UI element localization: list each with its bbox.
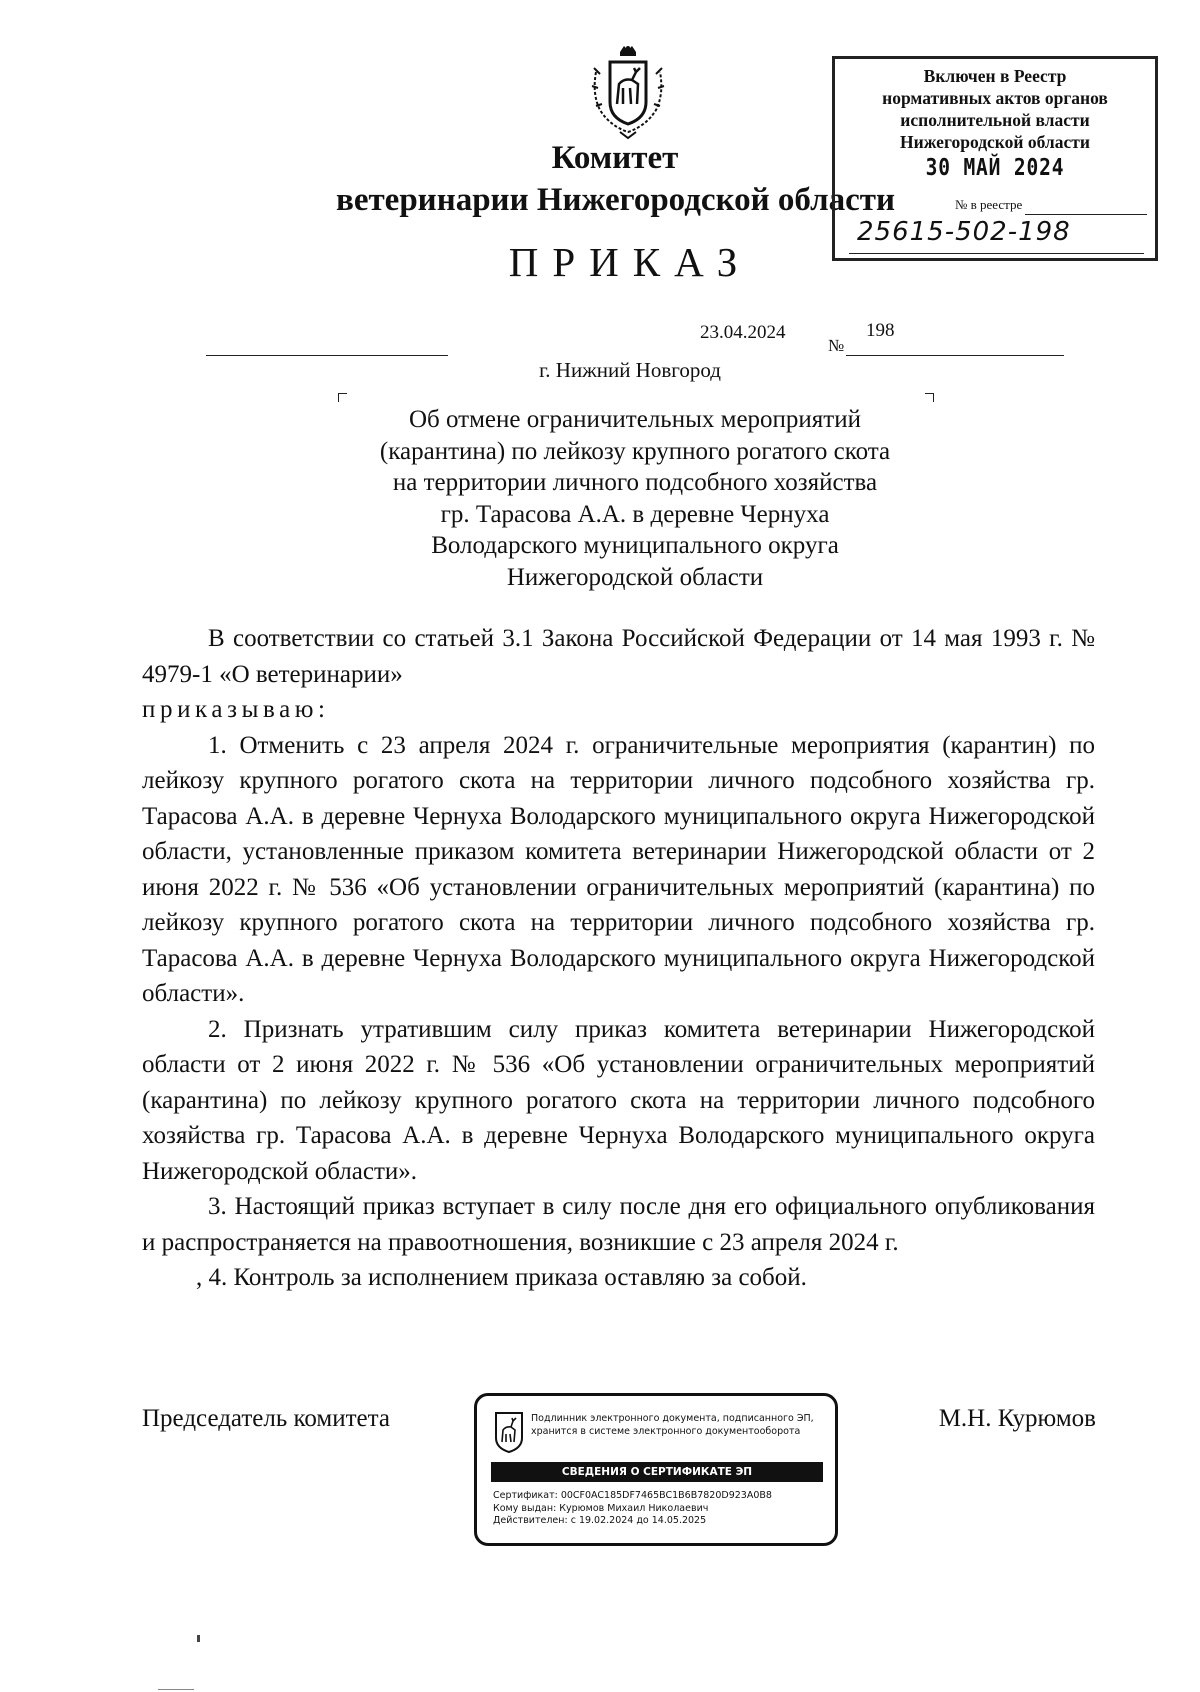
stamp-rule bbox=[849, 253, 1144, 254]
certificate-band: СВЕДЕНИЯ О СЕРТИФИКАТЕ ЭП bbox=[491, 1462, 823, 1482]
registry-stamp bbox=[832, 56, 1158, 261]
subject-line: Об отмене ограничительных мероприятий bbox=[408, 406, 861, 433]
city: г. Нижний Новгород bbox=[539, 358, 721, 382]
e-signature-header-line: хранится в системе электронного документооборота bbox=[531, 1426, 801, 1437]
order-number-label: № bbox=[828, 336, 845, 355]
stamp-line: исполнительной власти bbox=[900, 110, 1090, 130]
number-rule bbox=[846, 355, 1064, 356]
subject-line: гр. Тарасова А.А. в деревне Чернуха bbox=[440, 500, 830, 528]
order-item-1: 1. Отменить с 23 апреля 2024 г. ограничительные мероприятия (карантин) по лейкозу крупного рогатого скота на территории личного подсобного хозяйства гр. Тарасова А.А. в деревне Чернуха Володарского муниципального округа Нижегородской области, установленные приказом комитета ветеринарии Нижегородской области от 2 июня 2022 г. № 536 «Об установлении ограничительных мероприятий (карантина) по лейкозу крупного рогатого скота на территории личного подсобного хозяйства гр. Тарасова А.А. в деревне Чернуха Володарского муниципального округа Нижегородской области». bbox=[142, 731, 1095, 1007]
stamp-line: нормативных актов органов bbox=[882, 88, 1108, 108]
order-word: приказываю: bbox=[142, 696, 330, 723]
certificate-number: Сертификат: 00CF0AC185DF7465BC1B6B7820D923A0B8 bbox=[493, 1490, 772, 1501]
stamp-rule bbox=[1025, 214, 1147, 215]
certificate-owner: Кому выдан: Курюмов Михаил Николаевич bbox=[493, 1502, 709, 1514]
order-item-4: , 4. Контроль за исполнением приказа оставляю за собой. bbox=[196, 1264, 807, 1291]
subject-line: (карантина) по лейкозу крупного рогатого скота bbox=[379, 437, 891, 465]
subject-bracket-left bbox=[338, 393, 347, 402]
registry-stamp-text bbox=[835, 65, 1155, 153]
stamp-registry-number: 25615-502-198 bbox=[857, 217, 1071, 247]
stamp-line: Включен в Реестр bbox=[923, 66, 1067, 86]
scan-artifact bbox=[197, 1635, 200, 1642]
e-signature-header bbox=[531, 1412, 814, 1438]
subject-line: на территории личного подсобного хозяйства bbox=[392, 469, 878, 496]
order-subject bbox=[300, 404, 970, 593]
order-number: 198 bbox=[866, 320, 895, 341]
org-name-line2: ветеринарии Нижегородской области bbox=[336, 182, 895, 218]
certificate-details bbox=[493, 1490, 772, 1528]
signer-name: М.Н. Курюмов bbox=[938, 1405, 1096, 1432]
preamble-paragraph: В соответствии со статьей 3.1 Закона Российской Федерации от 14 мая 1993 г. № 4979-1 «О ветеринарии» bbox=[142, 625, 1095, 688]
subject-line: Нижегородской области bbox=[506, 563, 764, 591]
order-body bbox=[142, 621, 1095, 1296]
e-signature-header-line: Подлинник электронного документа, подписанного ЭП, bbox=[531, 1413, 814, 1424]
scan-artifact bbox=[158, 1689, 194, 1690]
coat-of-arms-icon bbox=[590, 44, 666, 140]
stamp-date: 30 МАЙ 2024 bbox=[925, 155, 1065, 181]
date-rule bbox=[206, 355, 448, 356]
subject-bracket-right bbox=[925, 393, 934, 402]
deer-emblem-icon bbox=[493, 1410, 525, 1454]
org-name-line1: Комитет bbox=[551, 140, 679, 176]
stamp-line: Нижегородской области bbox=[900, 132, 1090, 152]
order-item-2: 2. Признать утратившим силу приказ комитета ветеринарии Нижегородской области от 2 июня 2022 г. № 536 «Об установлении ограничительных мероприятий (карантина) по лейкозу крупного рогатого скота на территории личного подсобного хозяйства гр. Тарасова А.А. в деревне Чернуха Володарского муниципального округа Нижегородской области». bbox=[142, 1015, 1095, 1185]
order-date: 23.04.2024 bbox=[700, 322, 786, 343]
document-type-title: ПРИКАЗ bbox=[508, 239, 752, 285]
certificate-validity: Действителен: с 19.02.2024 до 14.05.2025 bbox=[493, 1515, 707, 1526]
signer-title: Председатель комитета bbox=[142, 1405, 390, 1432]
e-signature-block bbox=[474, 1393, 838, 1546]
order-item-3: 3. Настоящий приказ вступает в силу после дня его официального опубликования и распространяется на правоотношения, возникшие с 23 апреля 2024 г. bbox=[142, 1193, 1095, 1256]
stamp-registry-label: № в реестре bbox=[955, 197, 1023, 212]
subject-line: Володарского муниципального округа bbox=[431, 532, 839, 559]
